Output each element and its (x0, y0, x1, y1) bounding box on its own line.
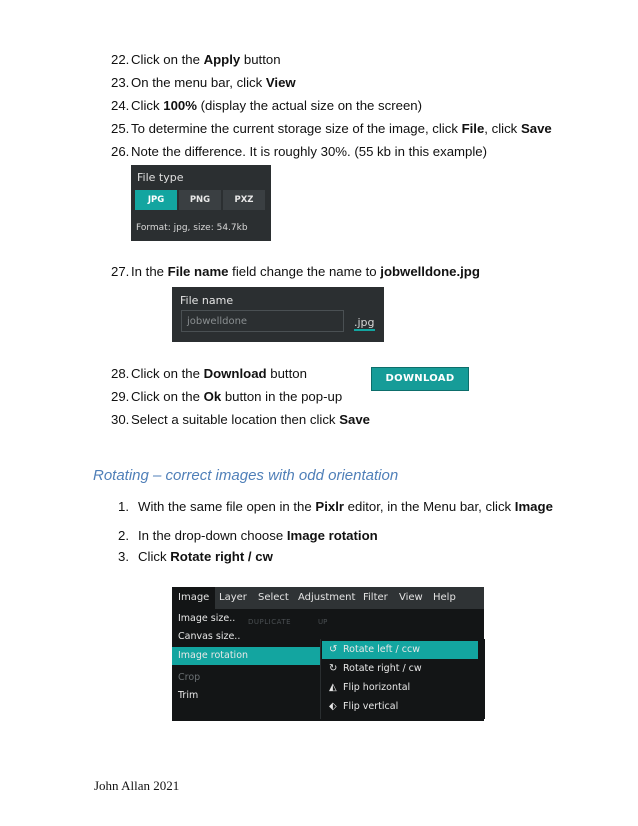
step-27: 27. In the File name field change the name to jobwelldone.jpg (111, 264, 480, 279)
step-25: 25. To determine the current storage size of the image, click File, click Save (111, 121, 552, 136)
flip-vertical-item[interactable]: ⬖ Flip vertical (329, 701, 399, 712)
rotate-right-item[interactable]: ↻ Rotate right / cw (329, 663, 422, 674)
image-menu-screenshot (172, 587, 484, 721)
file-extension: .jpg (354, 316, 375, 329)
menu-item-crop: Crop (178, 672, 201, 683)
file-type-label: File type (137, 171, 184, 184)
ghost-up: UP (318, 618, 328, 626)
menu-image[interactable]: Image (172, 587, 215, 609)
step-23: 23. On the menu bar, click View (111, 75, 296, 90)
download-button[interactable]: DOWNLOAD (371, 367, 469, 391)
step-22: 22. Click on the Apply button (111, 52, 281, 67)
menu-item-image-size[interactable]: Image size.. (178, 613, 236, 624)
ghost-duplicate: DUPLICATE (248, 618, 292, 626)
menu-item-trim[interactable]: Trim (178, 690, 199, 701)
jpg-button[interactable]: JPG (135, 190, 177, 210)
rotate-step-1: 1. With the same file open in the Pixlr editor, in the Menu bar, click Image (118, 499, 553, 514)
rotate-step-2: 2. In the drop-down choose Image rotation (118, 528, 378, 543)
step-30: 30. Select a suitable location then click Save (111, 412, 370, 427)
rotate-left-item[interactable]: ↺ Rotate left / ccw (329, 644, 420, 655)
file-name-input[interactable]: jobwelldone (181, 310, 344, 332)
step-28: 28. Click on the Download button (111, 366, 307, 381)
rotation-submenu (320, 639, 485, 719)
menu-select[interactable]: Select (258, 592, 289, 603)
step-29: 29. Click on the Ok button in the pop-up (111, 389, 343, 404)
menu-adjustment[interactable]: Adjustment (298, 592, 356, 603)
format-info: Format: jpg, size: 54.7kb (136, 223, 248, 233)
flip-horizontal-item[interactable]: ◭ Flip horizontal (329, 682, 411, 693)
flip-vertical-icon: ⬖ (329, 701, 337, 712)
menu-bar (172, 587, 484, 609)
footer-author: John Allan 2021 (94, 778, 180, 793)
menu-help[interactable]: Help (433, 592, 456, 603)
menu-item-canvas-size[interactable]: Canvas size.. (178, 631, 241, 642)
file-name-panel (172, 287, 384, 342)
step-24: 24. Click 100% (display the actual size on the screen) (111, 98, 423, 113)
flip-horizontal-icon: ◭ (329, 682, 337, 693)
menu-filter[interactable]: Filter (363, 592, 388, 603)
rotate-left-icon: ↺ (329, 644, 338, 655)
rotate-right-icon: ↻ (329, 663, 338, 674)
menu-item-image-rotation[interactable]: Image rotation (178, 650, 249, 661)
pxz-button[interactable]: PXZ (223, 190, 265, 210)
file-name-label: File name (180, 294, 234, 307)
section-heading: Rotating – correct images with odd orientation (93, 467, 399, 484)
rotate-step-3: 3. Click Rotate right / cw (118, 549, 273, 564)
file-type-panel (131, 165, 271, 241)
png-button[interactable]: PNG (179, 190, 221, 210)
menu-view[interactable]: View (399, 592, 423, 603)
step-26: 26. Note the difference. It is roughly 30%. (55 kb in this example) (111, 144, 488, 159)
menu-layer[interactable]: Layer (219, 592, 247, 603)
